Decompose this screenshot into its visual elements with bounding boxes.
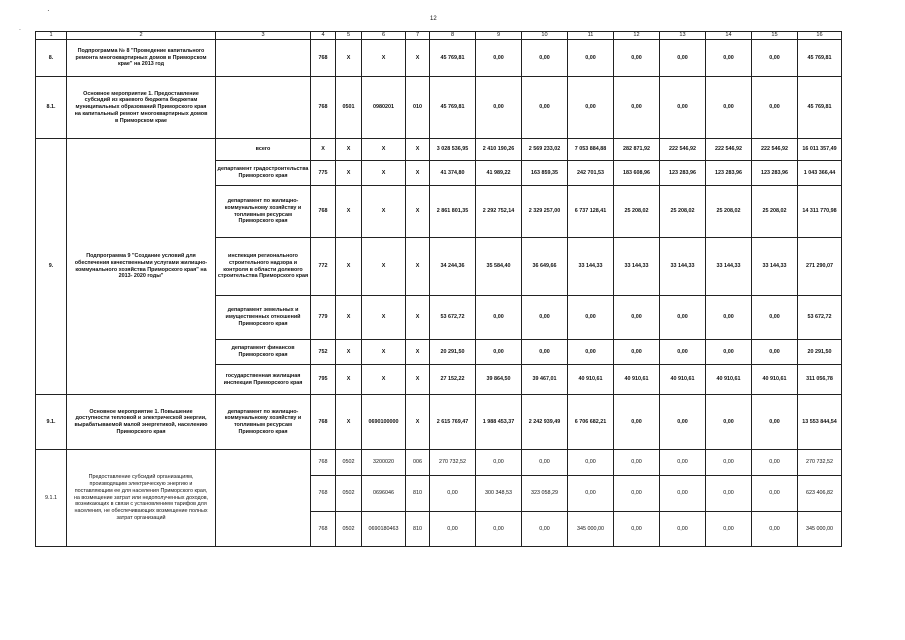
value-cell: 0,00: [752, 77, 798, 139]
value-cell: 779: [311, 296, 336, 340]
value-cell: 25 208,02: [614, 186, 660, 238]
value-cell: 14 311 770,98: [798, 186, 842, 238]
value-cell: 13 553 844,54: [798, 395, 842, 450]
value-cell: 45 769,81: [798, 77, 842, 139]
value-cell: 6 706 682,21: [568, 395, 614, 450]
value-cell: 0,00: [476, 77, 522, 139]
value-cell: 0,00: [614, 512, 660, 547]
value-cell: 242 701,53: [568, 161, 614, 186]
value-cell: 53 672,72: [430, 296, 476, 340]
value-cell: 2 569 233,02: [522, 139, 568, 161]
value-cell: 311 056,78: [798, 365, 842, 395]
program-name: Подпрограмма № 8 "Проведение капитального ремонта многоквартирных домов в Приморском крае" на 2013 год: [67, 40, 216, 77]
value-cell: 0,00: [660, 512, 706, 547]
column-number: 3: [216, 32, 311, 40]
value-cell: X: [336, 186, 362, 238]
executor-cell: государственная жилищная инспекция Приморского края: [216, 365, 311, 395]
value-cell: 53 672,72: [798, 296, 842, 340]
column-number: 9: [476, 32, 522, 40]
program-name: Предоставление субсидий организациям, производящим электрическую энергию и поставляющим ее для населения Приморского края, на возмещение затрат или недополученных доходов, возникающих в связи с установлением тарифов для населения, не обеспечивающих возмещение полных затрат организаций: [67, 450, 216, 547]
value-cell: 0,00: [522, 77, 568, 139]
value-cell: 25 208,02: [752, 186, 798, 238]
value-cell: X: [311, 139, 336, 161]
value-cell: 010: [406, 77, 430, 139]
value-cell: 20 291,50: [430, 340, 476, 365]
value-cell: 45 769,81: [430, 77, 476, 139]
value-cell: 2 329 257,00: [522, 186, 568, 238]
value-cell: X: [362, 340, 406, 365]
value-cell: 183 608,96: [614, 161, 660, 186]
value-cell: 40 910,61: [706, 365, 752, 395]
value-cell: 20 291,50: [798, 340, 842, 365]
value-cell: 0,00: [614, 77, 660, 139]
row-number: 9.1.1: [36, 450, 67, 547]
value-cell: 270 732,52: [430, 450, 476, 476]
value-cell: 0,00: [660, 395, 706, 450]
value-cell: 0,00: [706, 450, 752, 476]
value-cell: X: [406, 340, 430, 365]
value-cell: 0,00: [660, 296, 706, 340]
value-cell: 0,00: [522, 296, 568, 340]
value-cell: X: [406, 186, 430, 238]
value-cell: X: [406, 365, 430, 395]
value-cell: X: [406, 238, 430, 296]
value-cell: 6 737 128,41: [568, 186, 614, 238]
value-cell: X: [362, 139, 406, 161]
executor-cell: [216, 40, 311, 77]
table-row: [36, 395, 842, 450]
value-cell: 7 053 884,88: [568, 139, 614, 161]
value-cell: 0,00: [476, 340, 522, 365]
value-cell: 0,00: [752, 476, 798, 512]
value-cell: 768: [311, 476, 336, 512]
value-cell: X: [336, 340, 362, 365]
column-number: 10: [522, 32, 568, 40]
value-cell: X: [336, 395, 362, 450]
executor-cell: департамент по жилищно-коммунальному хозяйству и топливным ресурсам Приморского края: [216, 395, 311, 450]
value-cell: 0,00: [706, 296, 752, 340]
value-cell: 33 144,33: [568, 238, 614, 296]
value-cell: 775: [311, 161, 336, 186]
row-number: 8.: [36, 40, 67, 77]
table-row: [36, 139, 842, 161]
value-cell: 0,00: [614, 395, 660, 450]
value-cell: 0,00: [752, 40, 798, 77]
value-cell: 35 584,40: [476, 238, 522, 296]
value-cell: 0,00: [752, 395, 798, 450]
value-cell: 40 910,61: [614, 365, 660, 395]
value-cell: 795: [311, 365, 336, 395]
value-cell: 0,00: [522, 512, 568, 547]
value-cell: X: [336, 238, 362, 296]
value-cell: 33 144,33: [660, 238, 706, 296]
value-cell: 0,00: [752, 296, 798, 340]
value-cell: X: [362, 296, 406, 340]
value-cell: 0,00: [660, 340, 706, 365]
value-cell: 345 000,00: [568, 512, 614, 547]
value-cell: 323 058,29: [522, 476, 568, 512]
value-cell: 0,00: [706, 512, 752, 547]
value-cell: 006: [406, 450, 430, 476]
value-cell: 0,00: [614, 476, 660, 512]
value-cell: 0690100000: [362, 395, 406, 450]
value-cell: X: [336, 296, 362, 340]
program-name: Подпрограмма 9 "Создание условий для обеспечения качественными услугами жилищно-коммунального хозяйства Приморского края" на 2013- 2020 годы": [67, 139, 216, 395]
column-number: 1: [36, 32, 67, 40]
value-cell: 0,00: [476, 450, 522, 476]
value-cell: 0,00: [706, 476, 752, 512]
value-cell: X: [406, 395, 430, 450]
executor-cell: инспекция регионального строительного надзора и контроля в области долевого строительства Приморского края: [216, 238, 311, 296]
executor-cell: департамент финансов Приморского края: [216, 340, 311, 365]
value-cell: 16 011 357,49: [798, 139, 842, 161]
table-row: [36, 77, 842, 139]
value-cell: 0,00: [706, 77, 752, 139]
value-cell: 123 283,96: [706, 161, 752, 186]
value-cell: 33 144,33: [614, 238, 660, 296]
value-cell: 0502: [336, 512, 362, 547]
value-cell: 222 546,92: [752, 139, 798, 161]
executor-cell: департамент земельных и имущественных отношений Приморского края: [216, 296, 311, 340]
value-cell: X: [406, 40, 430, 77]
value-cell: 768: [311, 512, 336, 547]
value-cell: 0,00: [752, 340, 798, 365]
value-cell: 222 546,92: [706, 139, 752, 161]
value-cell: 0,00: [660, 40, 706, 77]
scan-speck: ˙: [19, 28, 22, 37]
value-cell: 0,00: [522, 40, 568, 77]
value-cell: 0,00: [568, 40, 614, 77]
value-cell: 0,00: [660, 476, 706, 512]
executor-cell: [216, 450, 311, 547]
value-cell: 3 028 536,95: [430, 139, 476, 161]
value-cell: 0,00: [568, 476, 614, 512]
value-cell: 0,00: [614, 450, 660, 476]
value-cell: 0,00: [706, 340, 752, 365]
value-cell: 623 406,82: [798, 476, 842, 512]
value-cell: 163 859,35: [522, 161, 568, 186]
value-cell: 2 242 939,49: [522, 395, 568, 450]
value-cell: 123 283,96: [660, 161, 706, 186]
column-number: 7: [406, 32, 430, 40]
value-cell: 222 546,92: [660, 139, 706, 161]
value-cell: 123 283,96: [752, 161, 798, 186]
value-cell: 36 649,66: [522, 238, 568, 296]
value-cell: 0,00: [752, 512, 798, 547]
column-number: 11: [568, 32, 614, 40]
value-cell: X: [406, 296, 430, 340]
value-cell: 768: [311, 77, 336, 139]
value-cell: 0,00: [568, 340, 614, 365]
program-name: Основное мероприятие 1. Предоставление субсидий из краевого бюджета бюджетам муниципальных образований Приморского края на капитальный ремонт многоквартирных домов в Приморском крае: [67, 77, 216, 139]
value-cell: 768: [311, 395, 336, 450]
table-row: [36, 40, 842, 77]
value-cell: 0501: [336, 77, 362, 139]
value-cell: 41 989,22: [476, 161, 522, 186]
value-cell: 40 910,61: [568, 365, 614, 395]
value-cell: 2 410 190,26: [476, 139, 522, 161]
column-number: 8: [430, 32, 476, 40]
row-number: 8.1.: [36, 77, 67, 139]
value-cell: X: [406, 161, 430, 186]
value-cell: 45 769,81: [430, 40, 476, 77]
value-cell: 768: [311, 186, 336, 238]
value-cell: 0,00: [660, 77, 706, 139]
column-number: 4: [311, 32, 336, 40]
value-cell: 0,00: [706, 395, 752, 450]
value-cell: 0,00: [752, 450, 798, 476]
column-number: 12: [614, 32, 660, 40]
value-cell: 2 292 752,14: [476, 186, 522, 238]
value-cell: 768: [311, 40, 336, 77]
value-cell: 0502: [336, 476, 362, 512]
value-cell: 3200020: [362, 450, 406, 476]
value-cell: X: [406, 139, 430, 161]
value-cell: 0,00: [568, 450, 614, 476]
page-number: 12: [430, 16, 437, 22]
value-cell: 1 043 366,44: [798, 161, 842, 186]
value-cell: 0,00: [614, 340, 660, 365]
value-cell: X: [362, 365, 406, 395]
value-cell: X: [362, 186, 406, 238]
executor-cell: [216, 77, 311, 139]
value-cell: 0980201: [362, 77, 406, 139]
program-name: Основное мероприятие 1. Повышение доступности тепловой и электрической энергии, вырабатываемой малой энергетикой, населению Приморского края: [67, 395, 216, 450]
value-cell: 39 467,01: [522, 365, 568, 395]
value-cell: 34 244,36: [430, 238, 476, 296]
value-cell: 810: [406, 476, 430, 512]
value-cell: X: [362, 238, 406, 296]
value-cell: 0,00: [476, 512, 522, 547]
value-cell: 0,00: [568, 296, 614, 340]
header-row: [36, 32, 842, 40]
executor-cell: всего: [216, 139, 311, 161]
budget-table: [35, 31, 842, 547]
value-cell: 300 348,53: [476, 476, 522, 512]
value-cell: 0,00: [660, 450, 706, 476]
column-number: 2: [67, 32, 216, 40]
value-cell: 0,00: [568, 77, 614, 139]
row-number: 9.: [36, 139, 67, 395]
value-cell: 0,00: [522, 450, 568, 476]
value-cell: 0,00: [430, 476, 476, 512]
column-number: 6: [362, 32, 406, 40]
column-number: 15: [752, 32, 798, 40]
value-cell: 0,00: [614, 296, 660, 340]
value-cell: 345 000,00: [798, 512, 842, 547]
value-cell: X: [336, 139, 362, 161]
value-cell: 40 910,61: [752, 365, 798, 395]
value-cell: 2 615 769,47: [430, 395, 476, 450]
executor-cell: департамент градостроительства Приморского края: [216, 161, 311, 186]
value-cell: 1 988 453,37: [476, 395, 522, 450]
value-cell: 33 144,33: [752, 238, 798, 296]
value-cell: 33 144,33: [706, 238, 752, 296]
scan-speck: ·: [47, 6, 50, 15]
value-cell: 25 208,02: [706, 186, 752, 238]
table-row: [36, 450, 842, 476]
value-cell: 39 864,50: [476, 365, 522, 395]
column-number: 13: [660, 32, 706, 40]
value-cell: 270 732,52: [798, 450, 842, 476]
value-cell: 27 152,22: [430, 365, 476, 395]
value-cell: 0,00: [476, 40, 522, 77]
value-cell: 0,00: [614, 40, 660, 77]
value-cell: 0,00: [476, 296, 522, 340]
value-cell: 282 871,92: [614, 139, 660, 161]
value-cell: 0,00: [430, 512, 476, 547]
value-cell: 2 861 801,35: [430, 186, 476, 238]
value-cell: 0,00: [706, 40, 752, 77]
value-cell: 0696046: [362, 476, 406, 512]
value-cell: X: [336, 365, 362, 395]
value-cell: 768: [311, 450, 336, 476]
value-cell: X: [336, 161, 362, 186]
column-number: 16: [798, 32, 842, 40]
value-cell: 25 208,02: [660, 186, 706, 238]
value-cell: 0502: [336, 450, 362, 476]
row-number: 9.1.: [36, 395, 67, 450]
column-number: 14: [706, 32, 752, 40]
value-cell: 45 769,81: [798, 40, 842, 77]
value-cell: X: [336, 40, 362, 77]
value-cell: X: [362, 40, 406, 77]
value-cell: 41 374,80: [430, 161, 476, 186]
column-number: 5: [336, 32, 362, 40]
value-cell: 752: [311, 340, 336, 365]
value-cell: 40 910,61: [660, 365, 706, 395]
value-cell: 0,00: [522, 340, 568, 365]
value-cell: X: [362, 161, 406, 186]
executor-cell: департамент по жилищно-коммунальному хозяйству и топливным ресурсам Приморского края: [216, 186, 311, 238]
value-cell: 772: [311, 238, 336, 296]
value-cell: 271 290,07: [798, 238, 842, 296]
value-cell: 0690180463: [362, 512, 406, 547]
value-cell: 810: [406, 512, 430, 547]
